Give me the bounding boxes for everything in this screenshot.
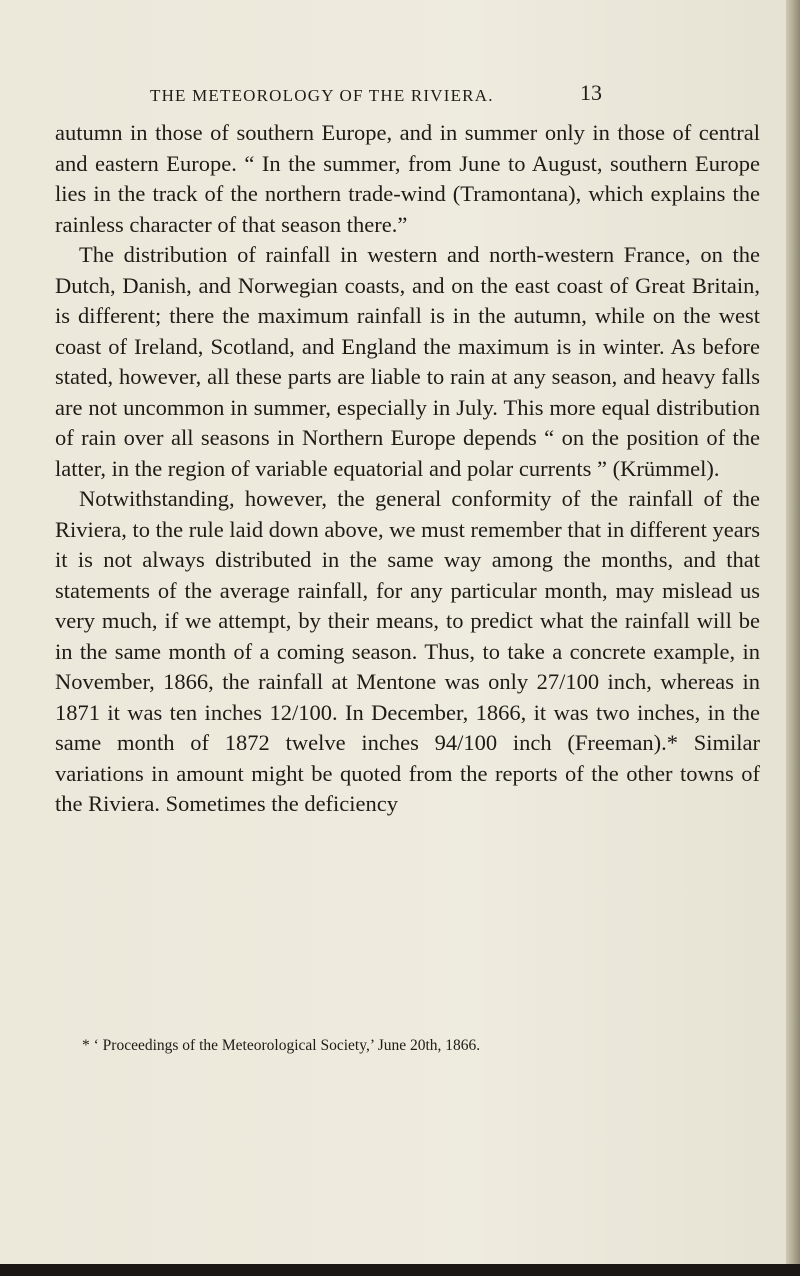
body-text [55, 118, 760, 820]
running-title: THE METEOROLOGY OF THE RIVIERA. [150, 86, 494, 105]
page-spine-edge [786, 0, 800, 1276]
page-bottom-edge [0, 1264, 800, 1276]
paragraph-1: autumn in those of southern Europe, and in summer only in those of central and eastern Europe. “ In the summer, from June to August, southern Europe lies in the track of the northern trade-wind (Tramontana), which explains the rainless character of that season there.” [55, 120, 760, 237]
paragraph-3: Notwithstanding, however, the general conformity of the rainfall of the Riviera, to the rule laid down above, we must remember that in different years it is not always distributed in the same way among the months, and that statements of the average rainfall, for any particular month, may mislead us very much, if we attempt, by their means, to predict what the rainfall will be in the same month of a coming season. Thus, to take a concrete example, in November, 1866, the rainfall at Mentone was only 27/100 inch, whereas in 1871 it was ten inches 12/100. In December, 1866, it was two inches, in the same month of 1872 twelve inches 94/100 inch (Freeman).* Similar variations in amount might be quoted from the reports of the other towns of the Riviera. Sometimes the deficiency [55, 486, 760, 816]
page-number: 13 [580, 80, 602, 105]
paragraph-2: The distribution of rainfall in western and north-western France, on the Dutch, Danish, and Norwegian coasts, and on the east coast of Great Britain, is different; there the maximum rainfall is in the autumn, while on the west coast of Ireland, Scotland, and England the maximum is in winter. As before stated, however, all these parts are liable to rain at any season, and heavy falls are not uncommon in summer, especially in July. This more equal distribution of rain over all seasons in Northern Europe depends “ on the position of the latter, in the region of variable equatorial and polar currents ” (Krümmel). [55, 242, 760, 481]
footnote: * ‘ Proceedings of the Meteorological Society,’ June 20th, 1866. [82, 1037, 481, 1054]
